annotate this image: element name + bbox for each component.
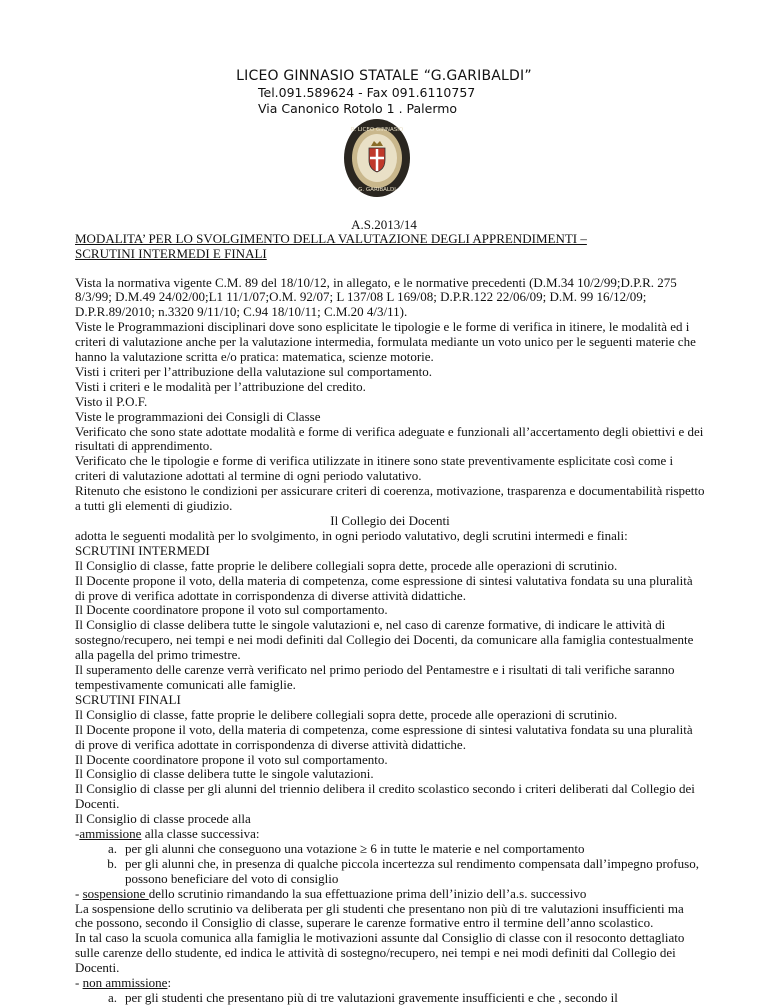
paragraph: Vista la normativa vigente C.M. 89 del 18/10/12, in allegato, e le normative precedenti (D.M.34 10/2/99;D.P.R. 275 8/3/99; D.M.49 24/02/00;L1 11/1/07;O.M. 92/07; L 137/08 L 169/08; D.P.R.122 22/06/09; D.M. 99 16/12/09; D.P.R.89/2010; n.3320 9/11/10; C.94 18/10/11; C.M.20 4/3/11). [75, 274, 677, 320]
school-address: Via Canonico Rotolo 1 . Palermo [258, 101, 458, 116]
sospensione-rest: dello scrutinio rimandando la sua effettuazione prima dell’inizio dell’a.s. successivo [148, 885, 587, 901]
paragraph: Il Docente propone il voto, della materia di competenza, come espressione di sintesi valutativa fondata su una pluralità di prove di verifica adottate in corrispondenza di diverse attività didattiche. [75, 572, 693, 603]
paragraph: Il Docente coordinatore propone il voto sul comportamento. [75, 602, 388, 618]
non-ammissione-rest: : [167, 975, 172, 991]
non-ammissione-line [75, 976, 705, 991]
sospensione-term: sospensione [82, 885, 149, 901]
paragraph: Il Docente coordinatore propone il voto sul comportamento. [75, 751, 388, 767]
paragraph: Il Consiglio di classe procede alla [75, 811, 251, 827]
document-title [75, 231, 587, 261]
paragraph: Il Consiglio di classe, fatte proprie le delibere collegiali sopra dette, procede alle operazioni di scrutinio. [75, 557, 618, 573]
school-year: A.S.2013/14 [351, 217, 417, 232]
ammissione-line [75, 827, 705, 842]
paragraph: La sospensione dello scrutinio va deliberata per gli studenti che presentano non più di tre valutazioni insufficienti ma che possono, secondo il Consiglio di classe, superare le carenze formative entro il termine dell’anno scolastico. [75, 900, 684, 931]
ammissione-prefix: - [75, 826, 80, 842]
list-text: per gli studenti che presentano più di tre valutazioni gravemente insufficienti e che , secondo il [125, 990, 618, 1005]
document-body [75, 261, 705, 1006]
paragraph: Visti i criteri e le modalità per l’attribuzione del credito. [75, 378, 366, 394]
school-seal-icon [343, 118, 411, 198]
list-marker: a. [107, 840, 117, 856]
paragraph: Il Consiglio di classe delibera tutte le singole valutazioni e, nel caso di carenze formative, di indicare le attività di sostegno/recupero, nei tempi e nei modi definiti dal Collegio dei Docenti, da comunicare alla famiglia contestualmente alla pagella del primo trimestre. [75, 617, 694, 663]
paragraph: Il Consiglio di classe delibera tutte le singole valutazioni. [75, 766, 374, 782]
paragraph: Il Consiglio di classe per gli alunni del triennio delibera il credito scolastico secondo i criteri deliberati dal Collegio dei Docenti. [75, 781, 695, 812]
seal-text-top: R. LICEO GINNASIO [350, 127, 404, 133]
section-heading-intermedi: SCRUTINI INTERMEDI [75, 542, 210, 558]
ammissione-term: ammissione [79, 826, 142, 842]
seal-text-bottom: G. GARIBALDI [358, 187, 396, 193]
school-name: LICEO GINNASIO STATALE “G.GARIBALDI” [236, 68, 532, 84]
list-text: per gli alunni che, in presenza di qualche piccola incertezza sul rendimento compensata dall’impegno profuso, possono beneficiare del voto di consiglio [125, 855, 699, 886]
document-title-line2: SCRUTINI INTERMEDI E FINALI [75, 246, 267, 261]
list-item [75, 991, 705, 1006]
list-item [75, 857, 705, 887]
paragraph: adotta le seguenti modalità per lo svolgimento, in ogni periodo valutativo, degli scrutini intermedi e finali: [75, 527, 628, 543]
paragraph: Viste le Programmazioni disciplinari dove sono esplicitate le tipologie e le forme di verifica in itinere, le modalità ed i criteri di valutazione anche per la valutazione intermedia, formulata mediante un voto unico per le seguenti materie che hanno la valutazione scritta e/o pratica: matematica, scienze motorie. [75, 319, 696, 365]
sospensione-prefix: - [75, 885, 83, 901]
list-marker: b. [107, 855, 117, 871]
school-phone: Tel.091.589624 - Fax 091.6110757 [258, 85, 476, 100]
paragraph: In tal caso la scuola comunica alla famiglia le motivazioni assunte dal Consiglio di classe con il resoconto dettagliato sulle carenze dello studente, ed indica le attività di sostegno/recupero, nei tempi e nei modi definiti dal Collegio dei Docenti. [75, 930, 685, 976]
paragraph: Visto il P.O.F. [75, 393, 148, 409]
sospensione-line [75, 887, 705, 902]
paragraph: Il superamento delle carenze verrà verificato nel primo periodo del Pentamestre e i risultati di tali verifiche saranno tempestivamente comunicati alle famiglie. [75, 662, 675, 692]
collegio-heading: Il Collegio dei Docenti [330, 513, 450, 528]
section-heading-finali: SCRUTINI FINALI [75, 691, 181, 707]
paragraph: Verificato che sono state adottate modalità e forme di verifica adeguate e funzionali all’accertamento degli obiettivi e dei risultati di apprendimento. [75, 423, 704, 454]
document-title-line1: MODALITA’ PER LO SVOLGIMENTO DELLA VALUTAZIONE DEGLI APPRENDIMENTI – [75, 231, 587, 246]
paragraph: Il Consiglio di classe, fatte proprie le delibere collegiali sopra dette, procede alle operazioni di scrutinio. [75, 706, 618, 722]
paragraph: Visti i criteri per l’attribuzione della valutazione sul comportamento. [75, 363, 432, 379]
list-marker: a. [107, 990, 117, 1005]
non-ammissione-term: non ammissione [82, 975, 168, 991]
paragraph: Viste le programmazioni dei Consigli di Classe [75, 408, 321, 424]
list-item [75, 842, 705, 857]
ammissione-rest: alla classe successiva: [141, 826, 260, 842]
paragraph: Verificato che le tipologie e forme di verifica utilizzate in itinere sono state preventivamente esplicitate così come i criteri di valutazione adottati al termine di ogni periodo valutativo. [75, 453, 674, 484]
list-text: per gli alunni che conseguono una votazione ≥ 6 in tutte le materie e nel comportamento [125, 840, 585, 856]
paragraph: Ritenuto che esistono le condizioni per assicurare criteri di coerenza, motivazione, trasparenza e documentabilità rispetto a tutti gli elementi di giudizio. [75, 483, 705, 514]
non-ammissione-prefix: - [75, 975, 83, 991]
paragraph: Il Docente propone il voto, della materia di competenza, come espressione di sintesi valutativa fondata su una pluralità di prove di verifica adottate in corrispondenza di diverse attività didattiche. [75, 721, 693, 752]
